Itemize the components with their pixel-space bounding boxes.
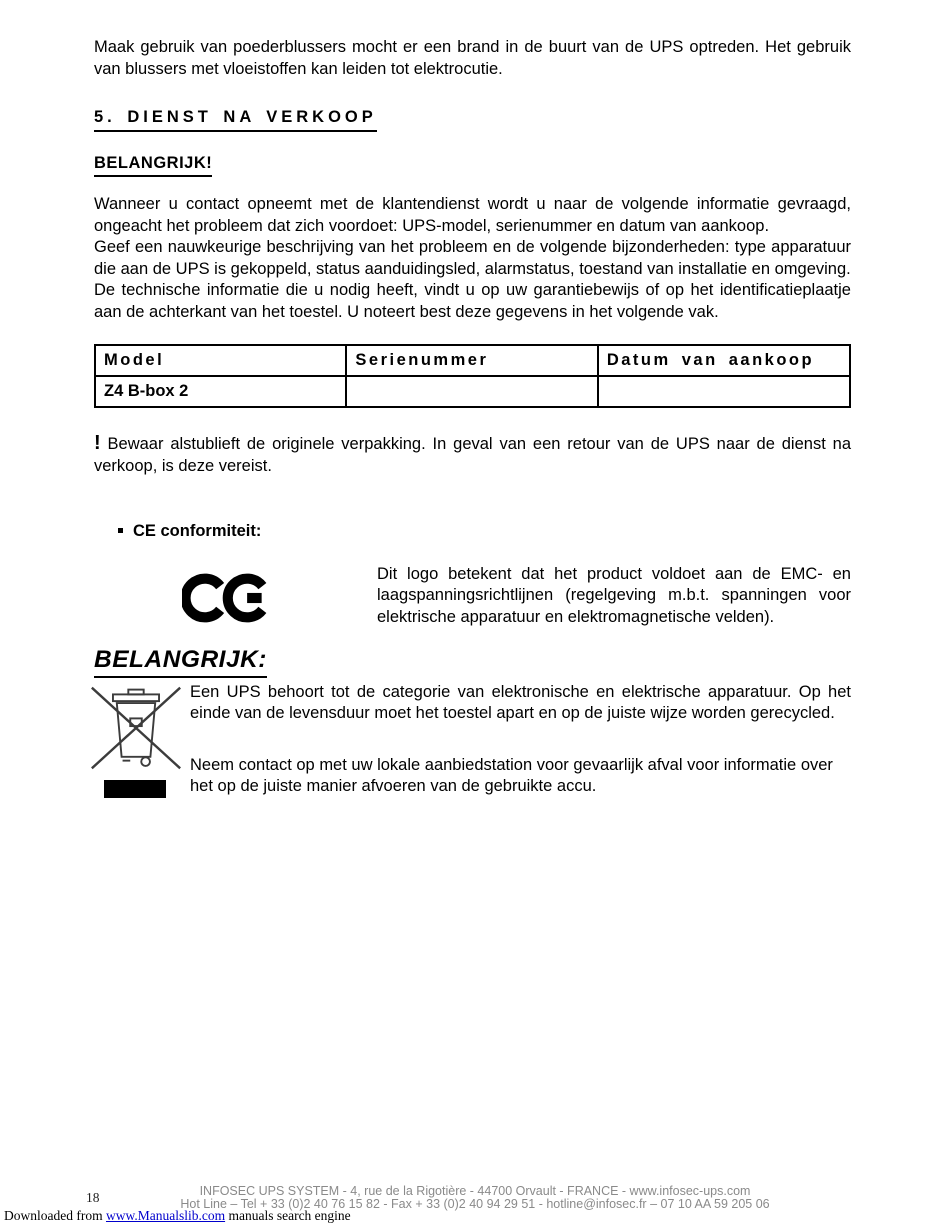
body-paragraphs xyxy=(94,194,851,323)
recycling-section xyxy=(94,682,851,798)
column-header-serial: Serienummer xyxy=(346,345,597,376)
table-header-row xyxy=(95,345,850,376)
keep-packaging-note xyxy=(94,433,851,477)
square-bullet-icon xyxy=(118,528,123,533)
recycling-heading xyxy=(94,645,851,678)
cell-purchase-date-value xyxy=(598,376,850,407)
paragraph-contact: Wanneer u contact opneemt met de klantendienst wordt u naar de volgende informatie gevraagd, ongeacht het probleem dat zich voordoet: UPS-model, serienummer en datum van aankoop. xyxy=(94,195,851,235)
ce-conformity-label: CE conformiteit: xyxy=(133,522,262,540)
recycling-heading-text: BELANGRIJK: xyxy=(94,645,267,678)
ce-mark-icon xyxy=(182,566,270,630)
page-content xyxy=(94,0,851,798)
cell-serial-value xyxy=(346,376,597,407)
weee-black-bar-icon xyxy=(104,780,166,798)
downloaded-suffix: manuals search engine xyxy=(225,1208,351,1223)
recycling-paragraph-2: Neem contact op met uw lokale aanbiedstation voor gevaarlijk afval voor informatie over het op de juiste manier afvoeren van de gebruikte accu. xyxy=(190,755,833,795)
intro-paragraph: Maak gebruik van poederblussers mocht er een brand in de buurt van de UPS optreden. Het gebruik van blussers met vloeistoffen kan leiden tot elektrocutie. xyxy=(94,38,851,78)
recycling-text xyxy=(190,682,851,798)
footer-address: INFOSEC UPS SYSTEM - 4, rue de la Rigotière - 44700 Orvault - FRANCE - www.infosec-ups.com xyxy=(199,1184,751,1198)
ce-description: Dit logo betekent dat het product voldoet aan de EMC- en laagspanningsrichtlijnen (regelgeving m.b.t. spanningen voor elektrische apparatuur en elektromagnetische velden). xyxy=(377,564,851,626)
keep-packaging-text: Bewaar alstublieft de originele verpakking. In geval van een retour van de UPS naar de dienst na verkoop, is deze vereist. xyxy=(94,435,851,475)
exclamation-mark: ! xyxy=(94,432,101,454)
footer-hotline: Hot Line – Tel + 33 (0)2 40 76 15 82 - Fax + 33 (0)2 40 94 29 51 - hotline@infosec.fr – 07 10 AA 59 205 06 xyxy=(180,1197,770,1211)
weee-symbol-column xyxy=(88,682,184,798)
page-number: 18 xyxy=(86,1190,100,1205)
paragraph-describe: Geef een nauwkeurige beschrijving van het probleem en de volgende bijzonderheden: type apparatuur die aan de UPS is gekoppeld, status aanduidingsled, alarmstatus, toestand van installatie en omgeving. xyxy=(94,238,851,278)
cell-model-value: Z4 B-box 2 xyxy=(95,376,346,407)
ce-conformity-bullet xyxy=(94,521,851,543)
recycling-paragraph-1: Een UPS behoort tot de categorie van elektronische en elektrische apparatuur. Op het einde van de levensduur moet het toestel apart en op de juiste wijze worden gerecycled. xyxy=(190,682,851,722)
column-header-purchase-date: Datum van aankoop xyxy=(598,345,850,376)
ce-section xyxy=(94,564,851,630)
important-heading xyxy=(94,153,851,178)
weee-crossed-out-bin-icon xyxy=(88,682,184,774)
section-heading-text: 5. DIENST NA VERKOOP xyxy=(94,107,377,132)
paragraph-technical: De technische informatie die u nodig heeft, vindt u op uw garantiebewijs of op het identificatieplaatje aan de achterkant van het toestel. U noteert best deze gegevens in het volgende vak. xyxy=(94,281,851,321)
section-heading xyxy=(94,107,851,132)
important-heading-text: BELANGRIJK! xyxy=(94,153,212,178)
manualslib-link[interactable]: www.Manualslib.com xyxy=(105,1208,226,1223)
manualslib-watermark xyxy=(4,1208,351,1224)
column-header-model: Model xyxy=(95,345,346,376)
product-info-table xyxy=(94,344,851,408)
downloaded-prefix: Downloaded from xyxy=(4,1208,106,1223)
table-row xyxy=(95,376,850,407)
